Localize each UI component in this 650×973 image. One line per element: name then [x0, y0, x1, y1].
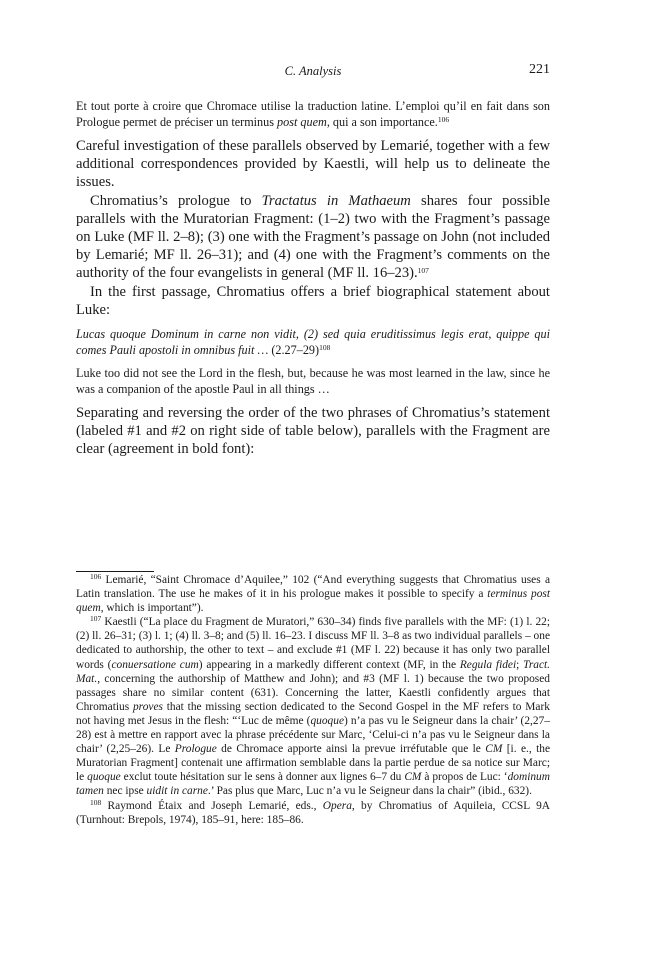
footnotes	[76, 573, 550, 827]
latin-block-quote: Lucas quoque Dominum in carne non vidit, (2) sed quia eruditissimus legis erat, quippe qui comes Pauli apostoli in omnibus fuit … $(2.27-29)^{108}$	[76, 327, 550, 358]
page-body	[76, 60, 550, 459]
footnote-107: $^{107}$ Kaestli (“La place du Fragment de Muratori,” 630–34) finds five parallels with the MF: (1) l. 22; (2) ll. 26–31; (3) l. 1; (4) ll. 3–8; and (5) ll. 16–23. I discuss MF ll. 3–8 as two individual parallels – one dedicated to authorship, the other to text – and exclude #1 (MF l. 22) because it has only two parallel words (conuersatione cum) appearing in a markedly different context (MF, in the Regula fidei; Tract. Mat., concerning the authorship of Matthew and John); and #3 (MF l. 1) because the two proposed passages share no similar content (631). Concerning the latter, Kaestli confidently argues that Chromatius proves that the missing section dedicated to the Second Gospel in the MF refers to Mark not having met Jesus in the flesh: “‘Luc de même (quoque) n’a pas vu le Seigneur dans la chair’ (2,27–28) est à mettre en rapport avec la phrase précédente sur Marc, ‘Celui-ci n’a pas vu le Seigneur dans la chair’ (2,25–26). Le Prologue de Chromace apporte ainsi la prevue irréfutable que le CM [i. e., the Muratorian Fragment] contenait une affirmation semblable dans la partie perdue de sa notice sur Marc; le quoque exclut toute hésitation sur le sens à donner aux lignes 6–7 du CM à propos de Luc: ‘dominum tamen nec ipse uidit in carne.’ Pas plus que Marc, Luc n’a vu le Seigneur dans la chair” (ibid., 632).	[76, 614, 551, 798]
luke-translation-quote: Luke too did not see the Lord in the flesh, but, because he was most learned in the law, since he was a companion of the apostle Paul in all things …	[76, 366, 550, 397]
footnote-108: $^{108}$ Raymond Étaix and Joseph Lemarié, eds., Opera, by Chromatius of Aquileia, CCSL 9A (Turnhout: Brepols, 1974), 185–91, here: 185–86.	[76, 797, 550, 826]
footnote-106: $^{106}$ Lemarié, “Saint Chromace d’Aquilee,” 102 (“And everything suggests that Chromatius uses a Latin translation. The use he makes of it in his prologue makes it possible to specify a terminus post quem, which is important”).	[76, 572, 551, 615]
footnote-ref-106[interactable]: 106	[437, 115, 450, 124]
paragraph-careful-investigation: Careful investigation of these parallels observed by Lemarié, together with a few additional correspondences provided by Kaestli, will help us to delineate the issues.	[76, 138, 550, 191]
paragraph-separating: Separating and reversing the order of the two phrases of Chromatius’s statement (labeled #1 and #2 on right side of table below), parallels with the Fragment are clear (agreement in bold font):	[76, 405, 550, 458]
page-number: 221	[529, 62, 550, 77]
footnote-ref-107[interactable]: 107	[417, 266, 429, 276]
footnote-rule	[76, 571, 154, 572]
french-block-quote: Et tout porte à croire que Chromace utilise la traduction latine. L’emploi qu’il en fait dans son Prologue permet de préciser un terminus post quem, qui a son importance.$^{106}$	[76, 99, 550, 129]
paragraph-chromatius-prologue: Chromatius’s prologue to Tractatus in Mathaeum shares four possible parallels with the Muratorian Fragment: (1–2) two with the Fragment’s passage on Luke (MF ll. 2–8); (3) one with the Fragment’s passage on John (not included by Lemarié; MF ll. 26–31); and (4) one with the Fragment’s comments on the authority of the four evangelists in general (MF ll. 16–23).$^{107}$	[76, 192, 550, 282]
running-head	[76, 60, 550, 80]
running-head-title: C. Analysis	[284, 64, 342, 78]
paragraph-first-passage: In the first passage, Chromatius offers a brief biographical statement about Luke:	[76, 283, 550, 318]
footnote-ref-108[interactable]: 108	[319, 343, 331, 353]
